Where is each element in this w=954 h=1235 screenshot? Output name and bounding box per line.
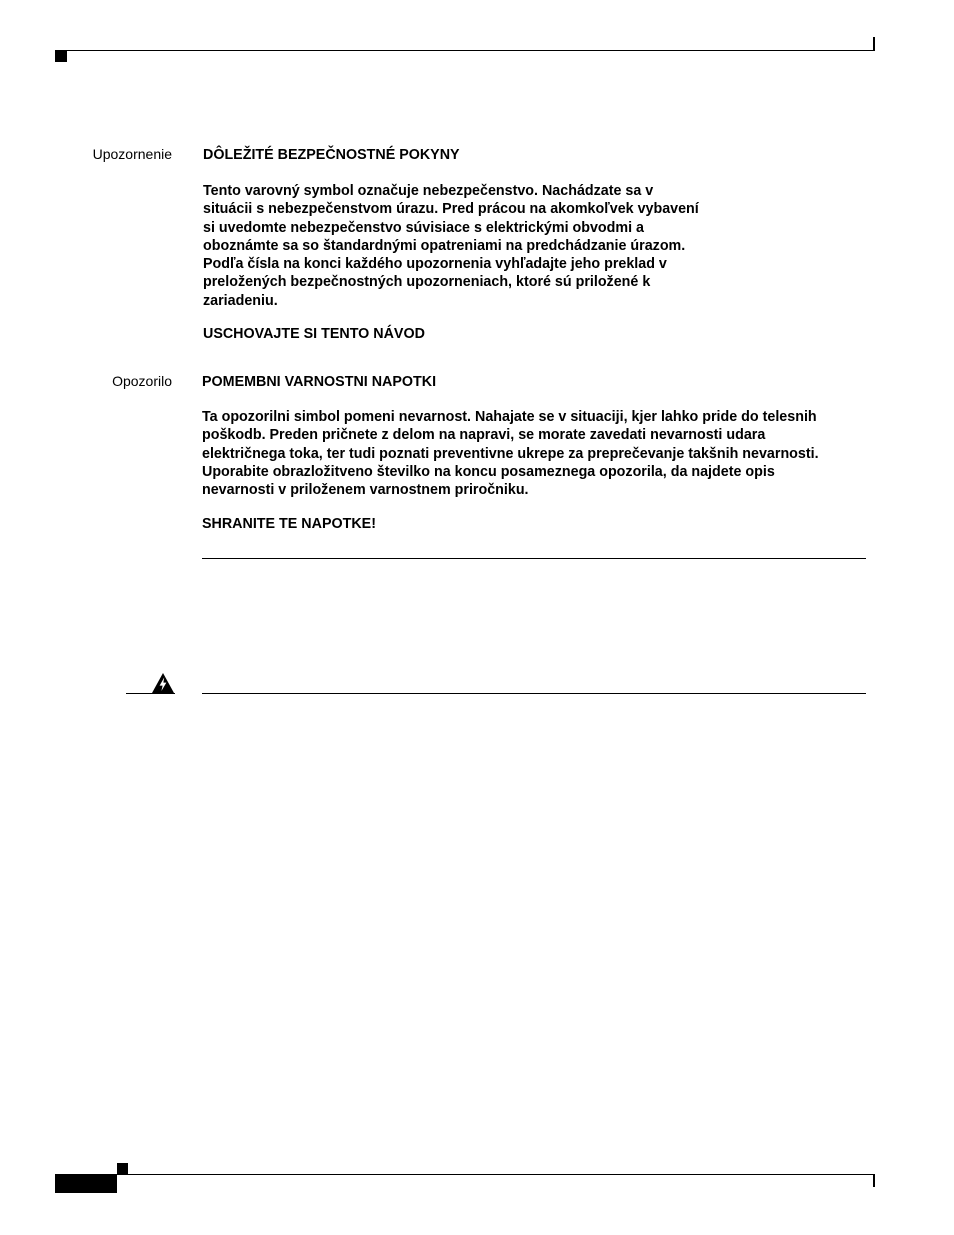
paragraph-line: nevarnosti v priloženem varnostnem priročniku. xyxy=(202,482,529,499)
header-corner-marker xyxy=(55,51,67,62)
caution-label-slovak: Upozornenie xyxy=(92,146,172,162)
heading-slovak: DÔLEŽITÉ BEZPEČNOSTNÉ POKYNY xyxy=(203,147,460,163)
paragraph-slovenian xyxy=(202,408,819,499)
warning-rule xyxy=(202,693,866,694)
paragraph-line: Tento varovný symbol označuje nebezpečenstvo. Nachádzate sa v xyxy=(203,183,654,199)
footer-right-tick xyxy=(873,1175,875,1187)
paragraph-line: Ta opozorilni simbol pomeni nevarnost. Nahajate se v situaciji, kjer lahko pride do telesnih xyxy=(202,409,817,425)
caution-label-slovenian: Opozorilo xyxy=(112,373,172,389)
header-rule xyxy=(55,50,875,51)
paragraph-line: zariadeniu. xyxy=(203,292,278,309)
paragraph-line: Podľa čísla na konci každého upozornenia vyhľadajte jeho preklad v xyxy=(203,256,667,273)
header-right-tick xyxy=(873,37,875,50)
paragraph-slovak xyxy=(203,182,699,310)
paragraph-line: Uporabite obrazložitveno številko na koncu posameznega opozorila, da najdete opis xyxy=(202,463,775,480)
electrical-hazard-warning-icon xyxy=(151,672,175,694)
save-instructions-slovenian: SHRANITE TE NAPOTKE! xyxy=(202,516,376,532)
paragraph-line: preložených bezpečnostných upozorneniach, ktoré sú priložené k xyxy=(203,274,651,291)
paragraph-line: poškodb. Preden pričnete z delom na napravi, se morate zavedati nevarnosti udara xyxy=(202,427,766,444)
warning-icon-underline xyxy=(126,693,175,694)
paragraph-line: si uvedomte nebezpečenstvo súvisiace s elektrickými obvodmi a xyxy=(203,219,645,236)
heading-slovenian: POMEMBNI VARNOSTNI NAPOTKI xyxy=(202,374,437,390)
paragraph-line: situácii s nebezpečenstvom úrazu. Pred prácou na akomkoľvek vybavení xyxy=(203,201,699,218)
footer-rule xyxy=(117,1174,875,1175)
footer-corner-marker xyxy=(117,1163,128,1174)
save-instructions-slovak: USCHOVAJTE SI TENTO NÁVOD xyxy=(203,326,425,342)
paragraph-line: oboznámte sa so štandardnými opatreniami na predchádzanie úrazom. xyxy=(203,237,686,254)
footer-page-tab xyxy=(55,1174,117,1193)
paragraph-line: električnega toka, ter tudi poznati preventivne ukrepe za preprečevanje takšnih nevarnosti. xyxy=(202,445,819,462)
section-end-rule xyxy=(202,558,866,559)
